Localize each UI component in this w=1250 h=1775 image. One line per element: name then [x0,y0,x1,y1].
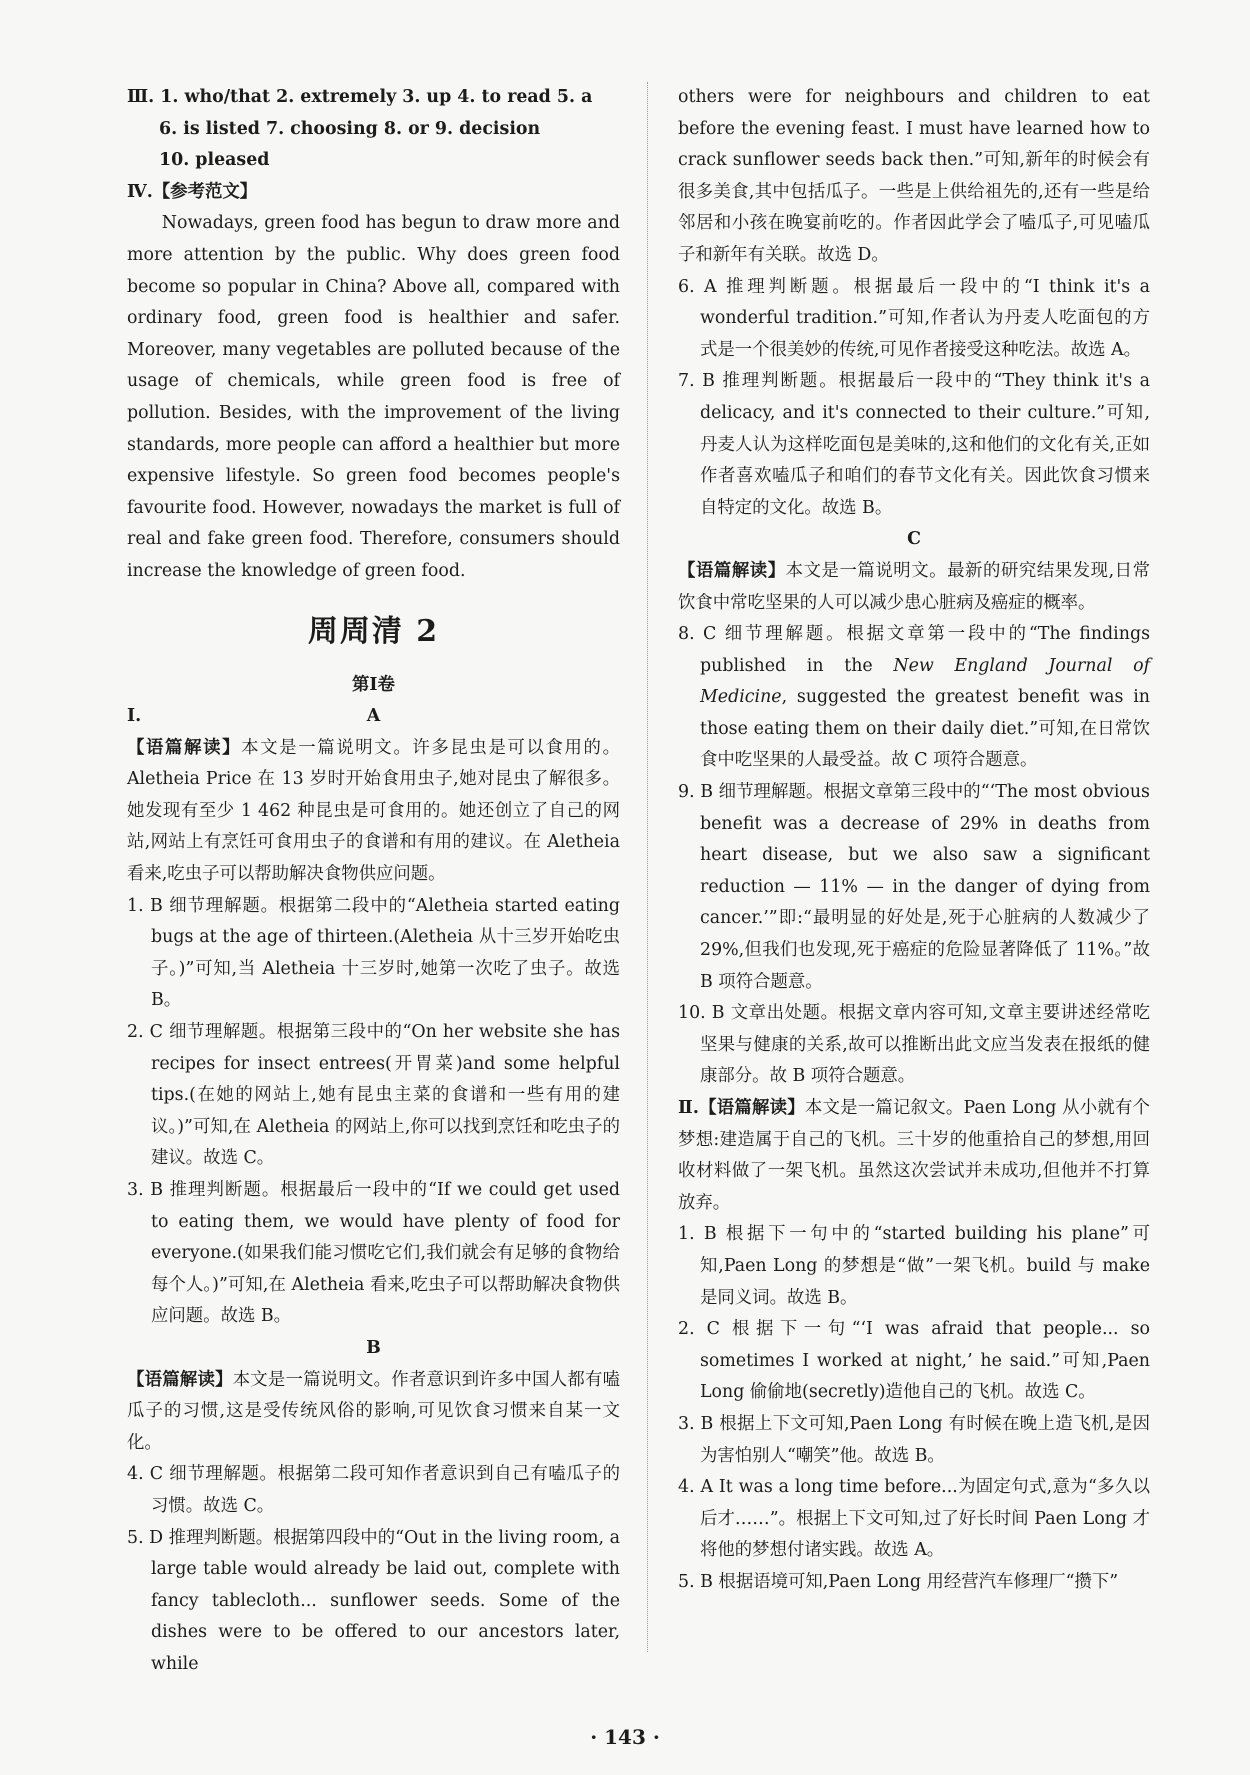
section-ii-intro-text: 本文是一篇记叙文。Paen Long 从小就有个梦想:建造属于自己的飞机。三十岁的他重拾自己的梦想,用回收材料做了一架飞机。虽然这次尝试并未成功,但他并不打算放弃。 [678,1098,1150,1213]
answer-8 [678,619,1150,777]
passage-c-label: C [907,529,921,550]
passage-c-intro-text: 本文是一篇说明文。最新的研究结果发现,日常饮食中常吃坚果的人可以减少患心脏病及癌症的概率。 [678,560,1150,613]
answer-7: 7. B 推理判断题。根据最后一段中的“They think it's a delicacy, and it's connected to their culture.”可知,丹麦人认为这样吃面包是美味的,这和他们的文化有关,正如作者喜欢嗑瓜子和咱们的春节文化有关。因此饮食习惯来自特定的文化。故选 B。 [678,371,1150,518]
left-column [127,82,620,1681]
answer-10: 10. B 文章出处题。根据文章内容可知,文章主要讲述经常吃坚果与健康的关系,故可以推断出此文应当发表在报纸的健康部分。故 B 项符合题意。 [678,1003,1150,1087]
answer-ii-3: 3. B 根据上下文可知,Paen Long 有时候在晚上造飞机,是因为害怕别人“嘲笑”他。故选 B。 [678,1413,1150,1466]
passage-b-intro [127,1365,620,1460]
journal-title: New England Journal of Medicine [700,655,1151,708]
answer-ii-1: 1. B 根据下一句中的“started building his plane”可知,Paen Long 的梦想是“做”一架飞机。build 与 make 是同义词。故选 B。 [678,1224,1150,1308]
answer-ii-2: 2. C 根据下一句“‘I was afraid that people... so sometimes I worked at night,’ he said.”可知,Paen Long 偷偷地(secretly)造他自己的飞机。故选 C。 [678,1319,1150,1403]
column-divider [647,82,648,1652]
answer-ii-5: 5. B 根据语境可知,Paen Long 用经营汽车修理厂“攒下” [678,1571,1119,1592]
answer-8-part-b: , suggested the greatest benefit was in those eating them on their daily diet.”可知,在日常饮食中吃坚果的人最受益。故 C 项符合题意。 [700,687,1150,771]
answer-line-iii-2: 6. is listed 7. choosing 8. or 9. decision [159,118,541,139]
section-ii-intro [678,1093,1150,1219]
passage-b-intro-tag: 【语篇解读】 [127,1369,233,1390]
answer-2: 2. C 细节理解题。根据第三段中的“On her website she has recipes for insect entrees(开胃菜)and some helpful tips.(在她的网站上,她有昆虫主菜的食谱和一些有用的建议。)”可知,在 Aletheia 的网站上,你可以找到烹饪和吃虫子的建议。故选 C。 [127,1022,620,1169]
answer-5: 5. D 推理判断题。根据第四段中的“Out in the living room, a large table would already be laid out, complete with fancy tablecloth... sunflower seeds. Some of the dishes were to be offered to our ancestors later, while [127,1527,620,1674]
passage-a-label: A [366,706,381,727]
answer-line-iii-3: 10. pleased [159,150,270,171]
passage-b-label: B [366,1337,381,1358]
answer-5-continued: others were for neighbours and children to eat before the evening feast. I must have learned how to crack sunflower seeds back then.”可知,新年的时候会有很多美食,其中包括瓜子。一些是上供给祖先的,还有一些是给邻居和小孩在晚宴前吃的。作者因此学会了嗑瓜子,可见嗑瓜子和新年有关联。故选 D。 [678,87,1150,265]
passage-c-intro-tag: 【语篇解读】 [678,560,786,581]
roman-one [127,701,620,733]
section-ii-tag: Ⅱ.【语篇解读】 [678,1098,805,1118]
answer-6: 6. A 推理判断题。根据最后一段中的“I think it's a wonderful tradition.”可知,作者认为丹麦人吃面包的方式是一个很美妙的传统,可见作者接受这种吃法。故选 A。 [678,276,1150,360]
answer-9: 9. B 细节理解题。根据文章第三段中的“‘The most obvious benefit was a decrease of 29% in deaths from heart disease, but we also saw a significant reduction — 11% — in the danger of dying from cancer.’”即:“最明显的好处是,死于心脏病的人数减少了 29%,但我们也发现,死于癌症的危险显著降低了 11%。”故 B 项符合题意。 [678,782,1150,992]
passage-b-intro-text: 本文是一篇说明文。作者意识到许多中国人都有嗑瓜子的习惯,这是受传统风俗的影响,可见饮食习惯来自某一文化。 [127,1369,620,1453]
model-essay: Nowadays, green food has begun to draw more and more attention by the public. Why does green food become so popular in China? Above all, compared with ordinary food, green food is healthier and safer. Moreover, many vegetables are polluted because of the usage of chemicals, while green food is free of pollution. Besides, with the improvement of the living standards, more people can afford a healthier but more expensive lifestyle. So green food becomes people's favourite food. However, nowadays the market is full of real and fake green food. Therefore, consumers should increase the knowledge of green food. [127,213,620,581]
answer-4: 4. C 细节理解题。根据第二段可知作者意识到自己有嗑瓜子的习惯。故选 C。 [127,1464,620,1516]
section-title: 周周清 2 [307,613,440,649]
roman-one-label: Ⅰ. [127,706,142,727]
page-number: · 143 · [590,1725,660,1749]
answer-ii-4: 4. A It was a long time before...为固定句式,意为“多久以后才……”。根据上下文可知,过了好长时间 Paen Long 才将他的梦想付诸实践。故选 A。 [678,1477,1150,1561]
passage-a-intro [127,733,620,891]
section-iv-heading: Ⅳ.【参考范文】 [127,181,258,202]
passage-a-intro-text: 本文是一篇说明文。许多昆虫是可以食用的。Aletheia Price 在 13 岁时开始食用虫子,她对昆虫了解很多。她发现有至少 1 462 种昆虫是可食用的。她还创立了自己的网站,网站上有烹饪可食用虫子的食谱和有用的建议。在 Aletheia 看来,吃虫子可以帮助解决食物供应问题。 [127,737,620,885]
passage-c-intro [678,556,1150,619]
passage-a-intro-tag: 【语篇解读】 [127,737,242,758]
answer-8-part-a: 8. C 细节理解题。根据文章第一段中的“The findings published in the [678,624,1150,676]
part-title: 第Ⅰ卷 [352,674,395,695]
right-column [678,82,1150,1599]
answer-line-iii-1: Ⅲ. 1. who/that 2. extremely 3. up 4. to read 5. a [127,87,593,107]
answer-3: 3. B 推理判断题。根据最后一段中的“If we could get used to eating them, we would have plenty of food for everyone.(如果我们能习惯吃它们,我们就会有足够的食物给每个人。)”可知,在 Aletheia 看来,吃虫子可以帮助解决食物供应问题。故选 B。 [127,1180,620,1327]
answer-1: 1. B 细节理解题。根据第二段中的“Aletheia started eating bugs at the age of thirteen.(Aletheia 从十三岁开始吃虫子。)”可知,当 Aletheia 十三岁时,她第一次吃了虫子。故选 B。 [127,895,620,1011]
